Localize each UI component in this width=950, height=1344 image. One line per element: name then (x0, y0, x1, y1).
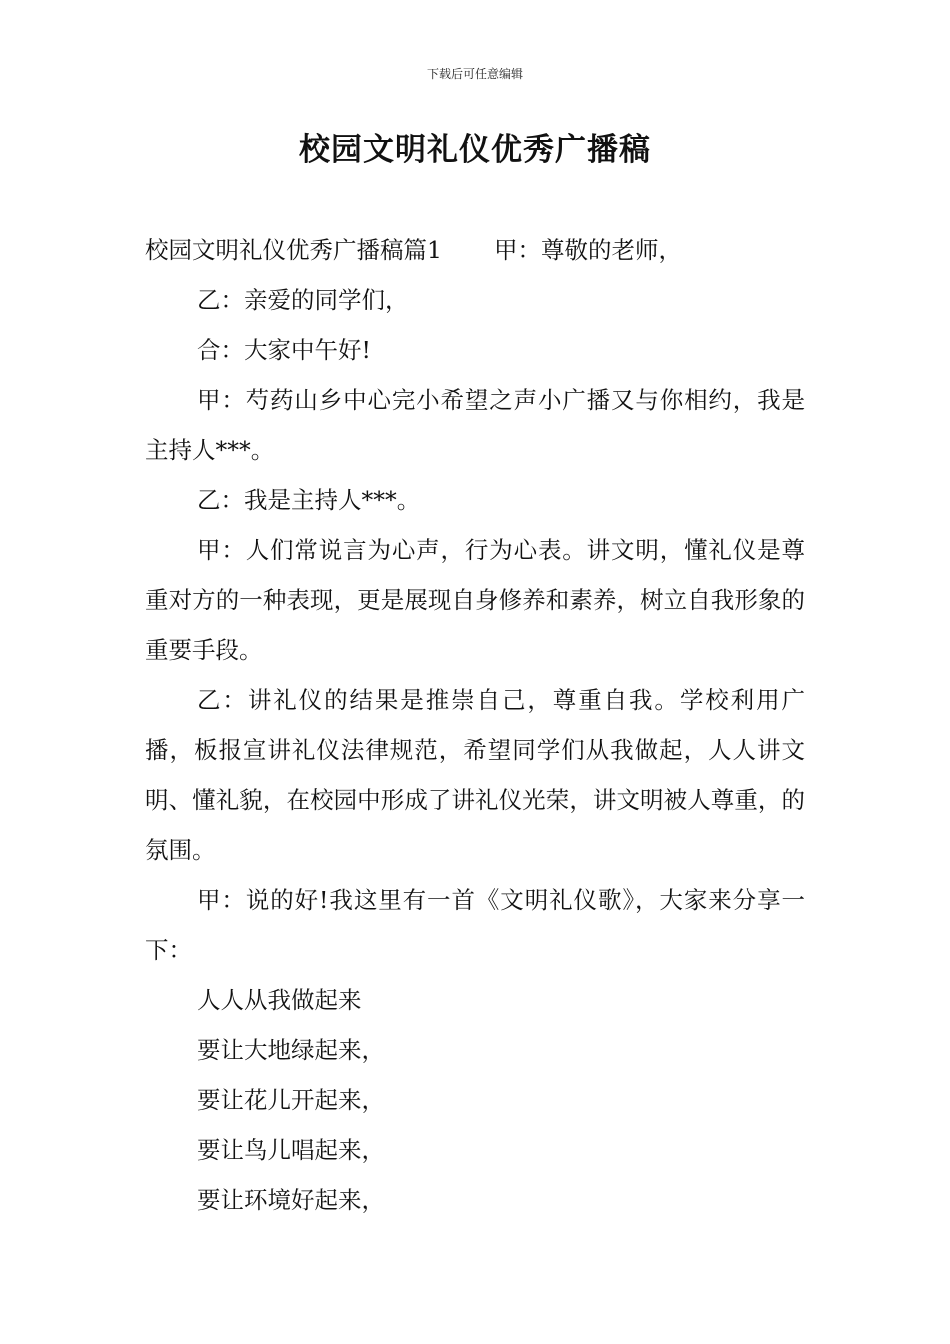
paragraph: 甲：芍药山乡中心完小希望之声小广播又与你相约，我是主持人***。 (145, 386, 805, 464)
paragraph: 合：大家中午好! (197, 336, 371, 364)
document-body (145, 225, 805, 1225)
header-note: 下载后可任意编辑 (426, 67, 523, 81)
poem-line: 要让花儿开起来， (197, 1086, 385, 1114)
paragraph: 甲：人们常说言为心声，行为心表。讲文明，懂礼仪是尊重对方的一种表现，更是展现自身修养和素养，树立自我形象的重要手段。 (145, 536, 805, 664)
paragraph: 乙：讲礼仪的结果是推崇自己，尊重自我。学校利用广播，板报宣讲礼仪法律规范，希望同学们从我做起，人人讲文明、懂礼貌，在校园中形成了讲礼仪光荣，讲文明被人尊重，的氛围。 (145, 686, 805, 864)
poem-line: 要让环境好起来， (197, 1186, 385, 1214)
poem-line: 要让大地绿起来， (197, 1036, 385, 1064)
paragraph-first (145, 225, 805, 275)
poem-line: 要让鸟儿唱起来， (197, 1136, 385, 1164)
paragraph-text: 甲：尊敬的老师， (493, 236, 682, 264)
poem-line: 人人从我做起来 (197, 986, 362, 1014)
paragraph: 乙：我是主持人***。 (197, 486, 421, 514)
section-heading: 校园文明礼仪优秀广播稿篇1 (145, 236, 442, 264)
document-title: 校园文明礼仪优秀广播稿 (299, 132, 651, 168)
paragraph: 甲：说的好!我这里有一首《文明礼仪歌》，大家来分享一下： (145, 886, 805, 964)
paragraph: 乙：亲爱的同学们， (197, 286, 409, 314)
